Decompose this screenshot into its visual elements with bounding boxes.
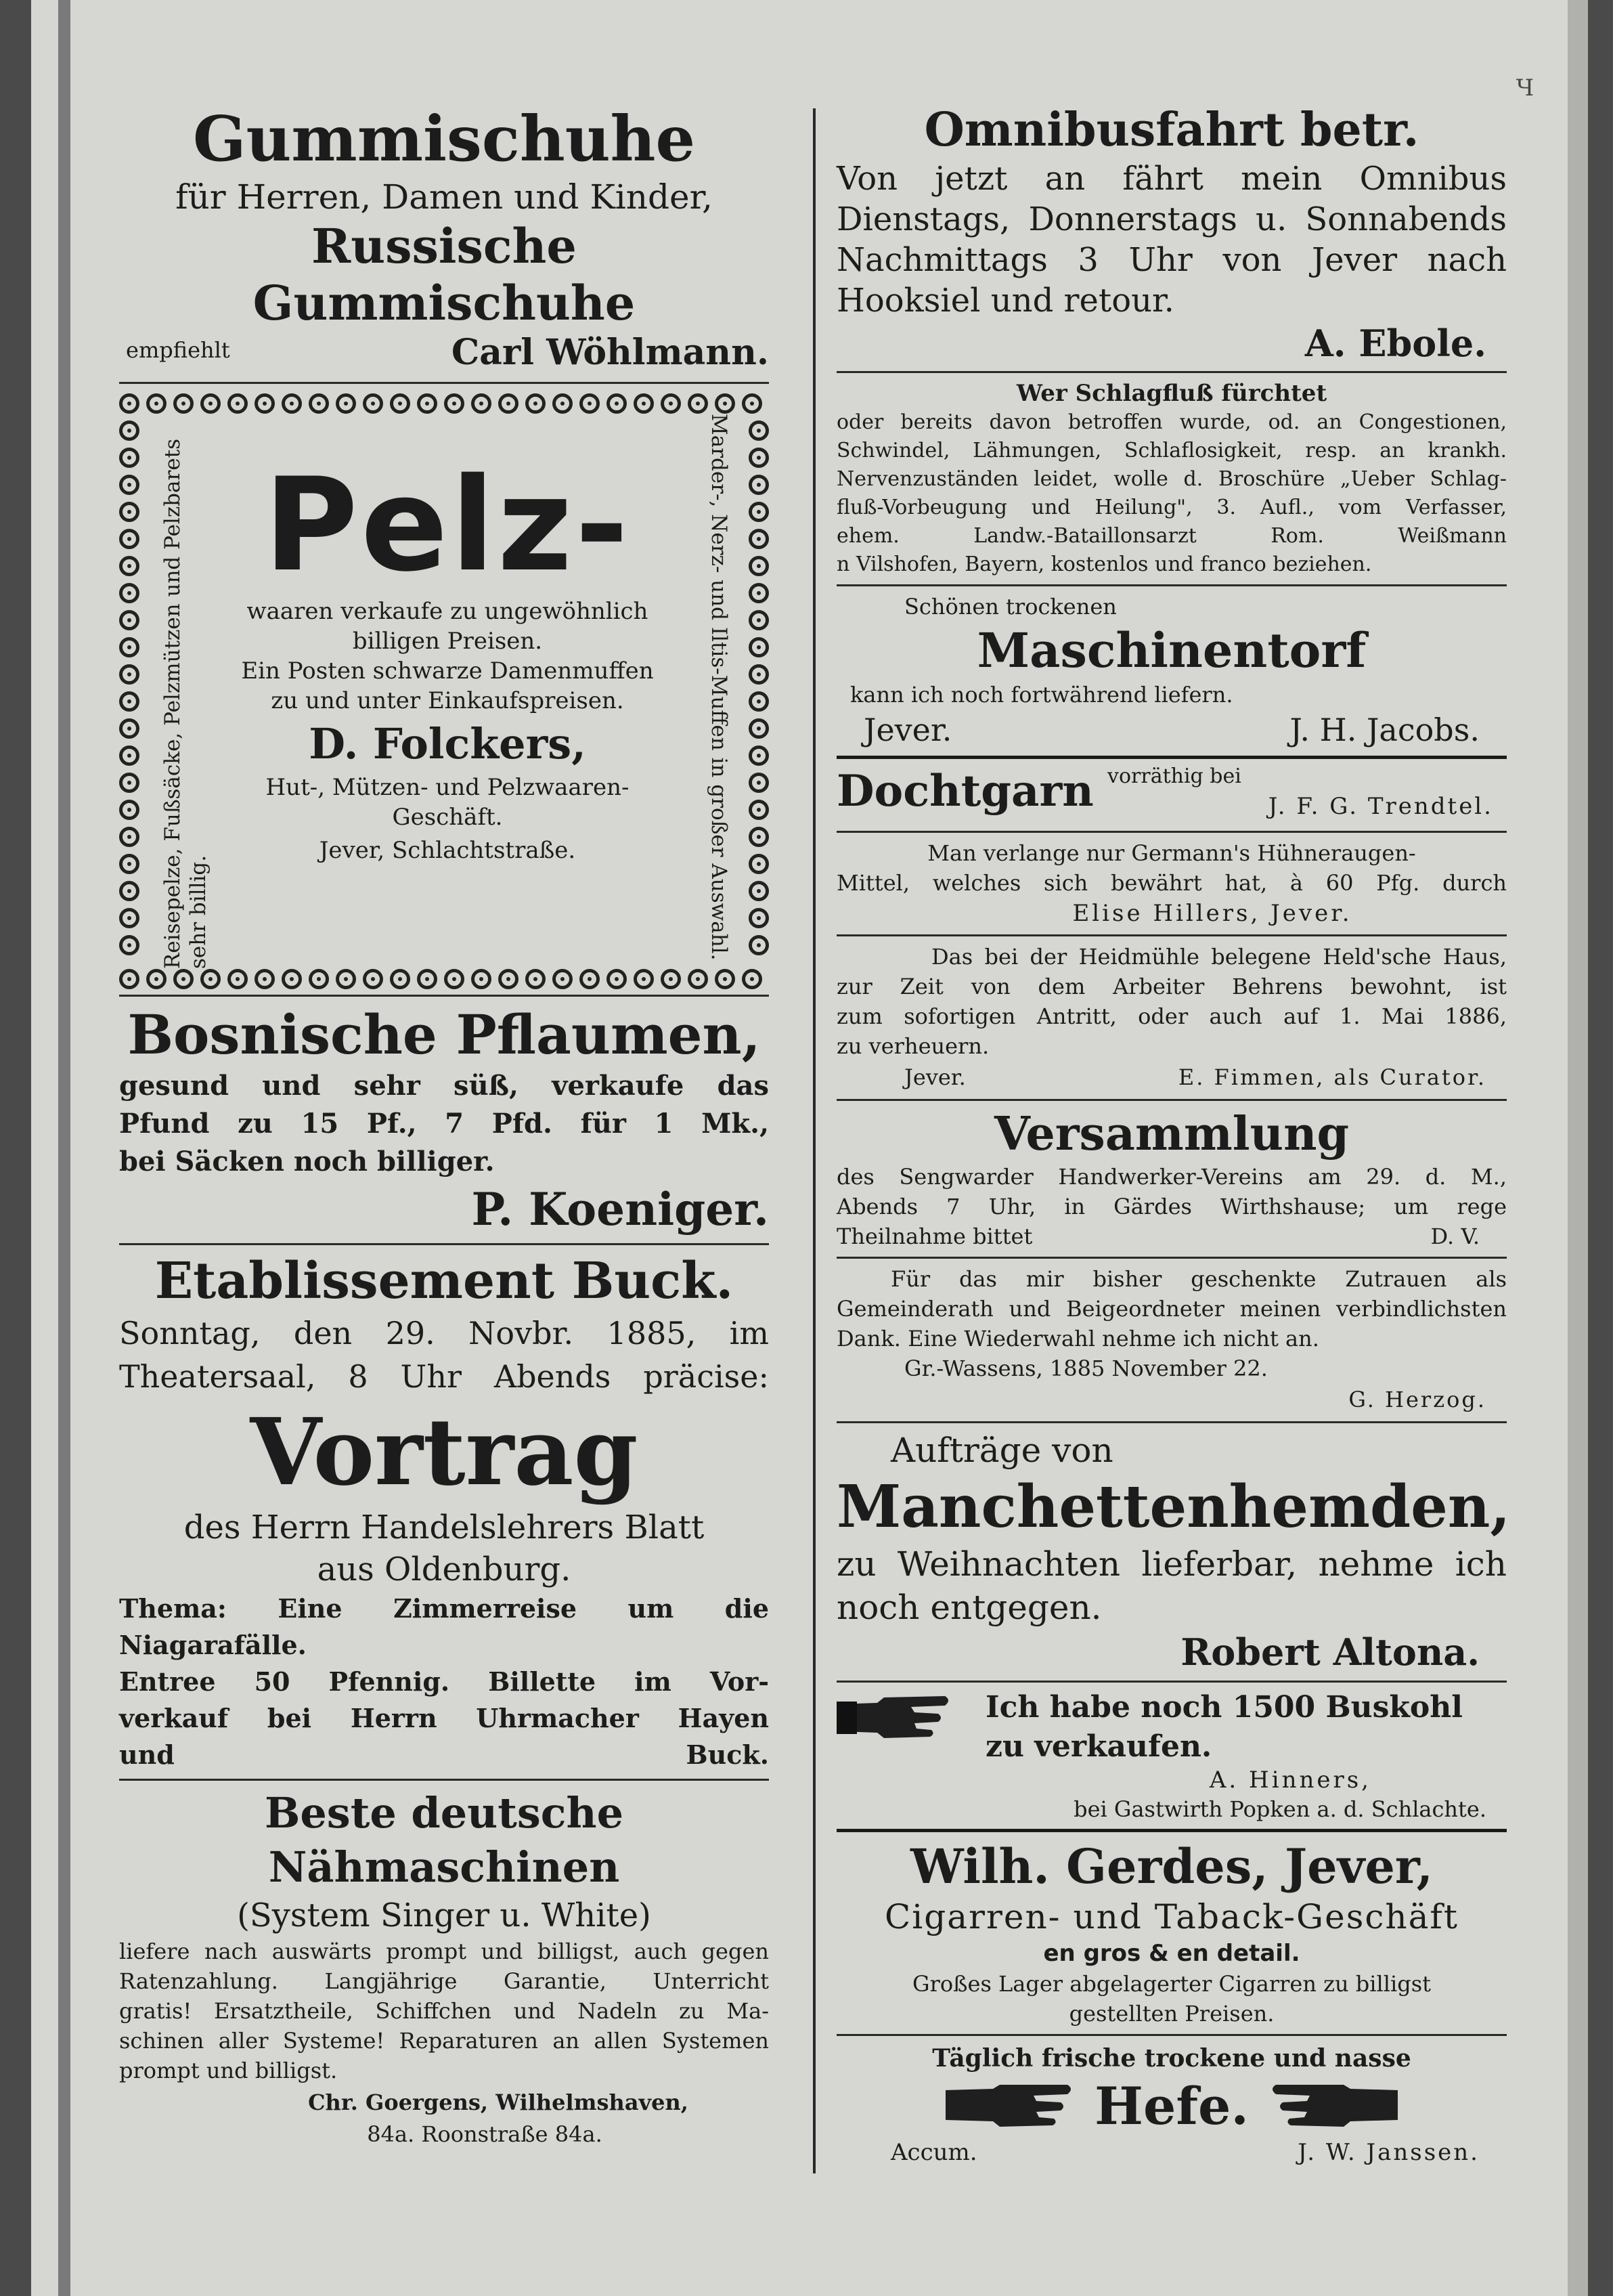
ad-line: kann ich noch fortwährend liefern.	[850, 682, 1233, 708]
ring-ornament	[200, 969, 221, 989]
ad-line: bei Säcken noch billiger.	[119, 1146, 495, 1177]
ad-line: en gros & en detail.	[1043, 1940, 1300, 1967]
ring-ornament	[146, 969, 167, 989]
ring-ornament	[363, 393, 383, 414]
ad-title: Etablissement Buck.	[154, 1252, 734, 1310]
ad-title: Dochtgarn	[837, 766, 1094, 817]
ring-ornament	[579, 969, 600, 989]
ad-line: des Sengwarder Handwerker-Vereins am 29. d. M.,	[837, 1164, 1507, 1190]
ring-ornament	[688, 969, 708, 989]
ad-subtitle: Cigarren- und Taback-Geschäft	[885, 1897, 1459, 1936]
ad-gerdes	[837, 1838, 1507, 2029]
ad-title: Beste deutsche Nähmaschinen	[264, 1788, 624, 1892]
divider	[837, 2034, 1507, 2036]
ad-line: gesund und sehr süß, verkaufe das	[119, 1070, 769, 1102]
ring-ornament	[749, 420, 769, 441]
ring-ornament	[749, 448, 769, 468]
ad-firm: J. H. Jacobs.	[1289, 712, 1480, 748]
ad-firm: D. V.	[1430, 1223, 1480, 1249]
ring-ornament	[606, 969, 627, 989]
ad-title: Hefe.	[1095, 2075, 1249, 2136]
ad-line: Nachmittags 3 Uhr von Jever nach	[837, 241, 1507, 279]
ring-ornament	[749, 908, 769, 928]
ad-dochtgarn	[837, 764, 1507, 825]
ad-line: Täglich frische trockene und nasse	[932, 2044, 1411, 2073]
ad-line: zu verheuern.	[837, 1033, 990, 1059]
ad-firm: D. Folckers,	[309, 719, 586, 768]
ring-ornament	[119, 664, 139, 685]
ring-ornament	[749, 854, 769, 874]
ad-subtitle: (System Singer u. White)	[237, 1897, 651, 1934]
ad-line: Man verlange nur Germann's Hühneraugen-	[927, 840, 1416, 866]
ad-subtitle: Russische Gummischuhe	[252, 218, 636, 331]
ring-ornament	[119, 637, 139, 657]
ad-germann	[837, 838, 1507, 929]
ring-ornament	[173, 393, 194, 414]
ad-maschinentorf	[837, 592, 1507, 750]
newspaper-page	[31, 0, 1588, 2296]
ring-ornament	[444, 393, 464, 414]
ring-ornament	[552, 393, 573, 414]
ad-line: Großes Lager abgelagerter Cigarren zu billigst	[912, 1971, 1431, 1997]
ring-ornament	[498, 969, 518, 989]
ad-line: und	[119, 1739, 175, 1770]
ad-line: Schönen trockenen	[904, 594, 1117, 620]
ad-line: Dank. Eine Wiederwahl nehme ich nicht an.	[837, 1326, 1319, 1351]
ad-line: prompt und billigst.	[119, 2058, 338, 2083]
divider	[119, 1243, 769, 1245]
ring-ornament	[119, 583, 139, 603]
ring-ornament	[227, 393, 248, 414]
ad-line: Mittel, welches sich bewährt hat, à 60 Pfg. durch	[837, 870, 1507, 896]
ring-ornament	[749, 800, 769, 820]
ad-line: Geschäft.	[392, 804, 503, 831]
ad-line: ehem. Landw.-Bataillonsarzt Rom. Weißmann	[837, 524, 1507, 548]
ad-herzog	[837, 1264, 1507, 1416]
ring-ornament	[742, 969, 762, 989]
ring-ornament	[742, 393, 762, 414]
ring-ornament	[661, 393, 681, 414]
ring-ornament	[471, 393, 491, 414]
ad-firm: Elise Hillers, Jever.	[1072, 900, 1352, 927]
pointing-hand-icon	[946, 2082, 1074, 2129]
ring-ornament	[749, 556, 769, 576]
ring-ornament	[119, 935, 139, 955]
ad-line: Sonntag, den 29. Novbr. 1885, im	[119, 1315, 769, 1351]
ad-firm: A. Hinners,	[1209, 1767, 1371, 1794]
ad-line: Pfund zu 15 Pf., 7 Pfd. für 1 Mk.,	[119, 1108, 769, 1140]
ring-ornament	[444, 969, 464, 989]
ring-ornament	[255, 393, 275, 414]
ad-firm: A. Ebole.	[1304, 322, 1486, 365]
divider	[837, 1099, 1507, 1101]
ad-line: 84a. Roonstraße 84a.	[367, 2121, 602, 2147]
ad-line: Abends 7 Uhr, in Gärdes Wirthshause; um rege	[837, 1194, 1507, 1219]
ring-ornament	[119, 908, 139, 928]
ring-ornament	[336, 969, 356, 989]
ad-line: Gemeinderath und Beigeordneter meinen verbindlichsten	[837, 1296, 1507, 1322]
ad-line: zum sofortigen Antritt, oder auch auf 1. Mai 1886,	[837, 1003, 1507, 1029]
ring-ornament	[661, 969, 681, 989]
ad-buskohl	[837, 1688, 1507, 1823]
ring-ornament	[417, 393, 437, 414]
ring-ornament	[749, 475, 769, 495]
ad-line: Hooksiel und retour.	[837, 282, 1174, 320]
ad-versammlung	[837, 1106, 1507, 1251]
ad-line: zur Zeit von dem Arbeiter Behrens bewohnt, ist	[837, 974, 1507, 999]
divider	[119, 1779, 769, 1781]
ad-line: Accum.	[891, 2139, 977, 2166]
ring-ornament	[688, 393, 708, 414]
ring-ornament	[146, 393, 167, 414]
ad-title: Manchettenhemden,	[837, 1473, 1511, 1541]
left-column	[119, 102, 769, 2149]
ad-line: noch entgegen.	[837, 1588, 1102, 1627]
ad-line: Ich habe noch 1500 Buskohl	[986, 1690, 1463, 1725]
ring-ornament	[200, 393, 221, 414]
ad-title: Bosnische Pflaumen,	[127, 1003, 761, 1066]
ad-schlagfluss	[837, 378, 1507, 579]
ad-line: zu und unter Einkaufspreisen.	[271, 687, 624, 714]
ad-firm: P. Koeniger.	[471, 1183, 769, 1236]
ring-ornament	[749, 637, 769, 657]
divider	[837, 1257, 1507, 1259]
ad-title: Gummischuhe	[192, 102, 696, 175]
divider	[119, 995, 769, 997]
ad-firm: J. F. G. Trendtel.	[1268, 793, 1493, 820]
ad-firm: E. Fimmen, als Curator.	[1178, 1064, 1486, 1090]
ad-line: vorräthig bei	[1107, 764, 1241, 788]
ring-ornament	[119, 502, 139, 522]
ad-line: schinen aller Systeme! Reparaturen an allen Systemen	[119, 2028, 769, 2054]
ad-manchettenhemden	[837, 1429, 1511, 1675]
ad-line: zu verkaufen.	[986, 1729, 1212, 1764]
ad-title: Wilh. Gerdes, Jever,	[910, 1838, 1434, 1894]
ad-bosnische-pflaumen	[119, 1002, 769, 1238]
ad-line: Jever, Schlachtstraße.	[319, 837, 576, 864]
ring-ornament	[715, 969, 735, 989]
ad-title: Wer Schlagfluß fürchtet	[1016, 380, 1327, 407]
ad-heidmuehle	[837, 942, 1507, 1093]
ring-ornament	[119, 827, 139, 847]
ad-line: Hut-, Mützen- und Pelzwaaren-	[265, 774, 629, 801]
ad-pelz	[119, 393, 769, 989]
ad-line: billigen Preisen.	[352, 628, 543, 655]
ring-ornament	[309, 969, 329, 989]
divider	[837, 1421, 1507, 1423]
ring-ornament	[119, 420, 139, 441]
ad-line: Gr.-Wassens, 1885 November 22.	[904, 1356, 1268, 1381]
ad-line: gestellten Preisen.	[1069, 2001, 1275, 2027]
ad-line: aus Oldenburg.	[317, 1551, 571, 1588]
ad-title: Versammlung	[994, 1107, 1350, 1161]
ad-gummischuhe	[119, 102, 769, 376]
ad-line: Von jetzt an fährt mein Omnibus	[837, 160, 1507, 198]
ad-line: Aufträge von	[891, 1431, 1113, 1470]
ring-ornament	[749, 773, 769, 793]
ad-line: Theatersaal, 8 Uhr Abends präcise:	[119, 1358, 769, 1395]
binding-edge	[58, 0, 70, 2296]
ad-line: Ein Posten schwarze Damenmuffen	[241, 657, 654, 685]
ad-line: Jever.	[904, 1064, 966, 1090]
ad-big-title: Vortrag	[250, 1398, 638, 1507]
ad-line: empfiehlt	[126, 337, 230, 363]
ad-firm: J. W. Janssen.	[1298, 2139, 1480, 2166]
ad-line: liefere nach auswärts prompt und billigst, auch gegen	[119, 1938, 769, 1964]
ring-ornament	[119, 691, 139, 712]
ad-firm: Robert Altona.	[1180, 1630, 1480, 1674]
ring-ornament	[119, 745, 139, 766]
ring-ornament	[749, 691, 769, 712]
ring-ornament	[119, 529, 139, 549]
ring-ornament	[715, 393, 735, 414]
ad-line: Für das mir bisher geschenkte Zutrauen als	[891, 1266, 1507, 1292]
ring-ornament	[749, 827, 769, 847]
column-divider	[813, 108, 816, 2173]
ad-side-text: Reisepelze, Fußsäcke, Pelzmützen und Pelzbarets sehr billig.	[160, 438, 211, 969]
ad-line: Das bei der Heidmühle belegene Held'sche Haus,	[931, 944, 1507, 970]
ring-ornament	[119, 393, 139, 414]
ring-ornament	[634, 969, 654, 989]
ad-firm: Chr. Goergens, Wilhelmshaven,	[308, 2089, 688, 2115]
ring-ornament	[634, 393, 654, 414]
ring-ornament	[119, 718, 139, 739]
ad-firm: G. Herzog.	[1348, 1387, 1486, 1412]
ad-line: zu Weihnachten lieferbar, nehme ich	[837, 1544, 1507, 1584]
ad-firm: Carl Wöhlmann.	[451, 332, 769, 373]
ad-line: Nervenzuständen leidet, wolle d. Broschüre „Ueber Schlag-	[837, 467, 1507, 491]
ad-line: Jever.	[864, 712, 952, 748]
ad-line: Ratenzahlung. Langjährige Garantie, Unterricht	[119, 1968, 769, 1994]
ring-ornament	[749, 745, 769, 766]
margin-mark: Ч	[1516, 74, 1534, 102]
ad-line: verkauf bei Herrn Uhrmacher Hayen	[119, 1703, 769, 1733]
ring-ornament	[119, 800, 139, 820]
ad-line: Theilnahme bittet	[837, 1223, 1033, 1249]
ad-line: des Herrn Handelslehrers Blatt	[183, 1509, 705, 1546]
ring-ornament	[119, 881, 139, 901]
ring-ornament	[498, 393, 518, 414]
ad-line: Dienstags, Donnerstags u. Sonnabends	[837, 200, 1507, 238]
ring-ornament	[309, 393, 329, 414]
ad-line: Niagarafälle.	[119, 1630, 307, 1660]
ad-line: waaren verkaufe zu ungewöhnlich	[246, 598, 648, 625]
ring-ornament	[255, 969, 275, 989]
ad-omnibus	[837, 102, 1507, 366]
ring-ornament	[390, 393, 410, 414]
ad-line: oder bereits davon betroffen wurde, od. an Congestionen,	[837, 410, 1507, 434]
ad-line: fluß-Vorbeugung und Heilung", 3. Aufl., vom Verfasser,	[837, 496, 1507, 519]
ring-ornament	[390, 969, 410, 989]
ring-ornament	[471, 969, 491, 989]
ring-ornament	[336, 393, 356, 414]
ring-ornament	[749, 529, 769, 549]
ad-line: Entree 50 Pfennig. Billette im Vor-	[119, 1666, 769, 1697]
ring-ornament	[749, 502, 769, 522]
ad-title: Maschinentorf	[977, 622, 1367, 678]
ring-ornament	[227, 969, 248, 989]
ad-title: Pelz-	[263, 450, 632, 600]
ring-ornament	[363, 969, 383, 989]
ring-ornament	[119, 854, 139, 874]
ring-ornament	[282, 969, 302, 989]
ring-ornament	[119, 969, 139, 989]
ad-firm: Buck.	[686, 1739, 769, 1770]
ring-ornament	[282, 393, 302, 414]
ring-ornament	[749, 881, 769, 901]
ad-hefe	[837, 2041, 1507, 2169]
divider	[837, 584, 1507, 586]
ring-ornament	[119, 610, 139, 630]
ad-line: n Vilshofen, Bayern, kostenlos und franco beziehen.	[837, 553, 1372, 576]
divider	[837, 756, 1507, 759]
pointing-hand-icon	[837, 1691, 952, 1745]
ring-ornament	[119, 556, 139, 576]
ad-line: gratis! Ersatztheile, Schiffchen und Nadeln zu Ma-	[119, 1998, 769, 2024]
page-edge	[1568, 0, 1588, 2296]
ad-line: Schwindel, Lähmungen, Schlaflosigkeit, resp. an krankh.	[837, 439, 1507, 462]
ring-ornament	[749, 718, 769, 739]
divider	[119, 382, 769, 384]
ring-ornament	[525, 969, 546, 989]
ad-side-text: Marder-, Nerz- und Iltis-Muffen in großer Auswahl.	[707, 414, 731, 961]
ad-etablissement-buck	[119, 1251, 769, 1773]
divider	[837, 831, 1507, 833]
ring-ornament	[579, 393, 600, 414]
ad-naehmaschinen	[119, 1786, 769, 2149]
divider	[837, 934, 1507, 936]
ad-line: bei Gastwirth Popken a. d. Schlachte.	[1074, 1796, 1486, 1822]
ad-line: für Herren, Damen und Kinder,	[175, 177, 713, 217]
ring-ornament	[417, 969, 437, 989]
ring-ornament	[749, 935, 769, 955]
ad-line: Thema: Eine Zimmerreise um die	[119, 1593, 769, 1624]
ring-ornament	[119, 773, 139, 793]
pointing-hand-icon	[1269, 2082, 1398, 2129]
divider	[837, 1681, 1507, 1683]
ad-title: Omnibusfahrt betr.	[924, 103, 1419, 157]
ring-ornament	[552, 969, 573, 989]
divider	[837, 1829, 1507, 1832]
ring-ornament	[119, 448, 139, 468]
ring-ornament	[749, 664, 769, 685]
divider	[837, 371, 1507, 373]
ring-ornament	[119, 475, 139, 495]
ring-ornament	[749, 610, 769, 630]
ring-ornament	[749, 583, 769, 603]
ring-ornament	[525, 393, 546, 414]
ring-ornament	[606, 393, 627, 414]
right-column	[837, 102, 1511, 2169]
ring-ornament	[173, 969, 194, 989]
